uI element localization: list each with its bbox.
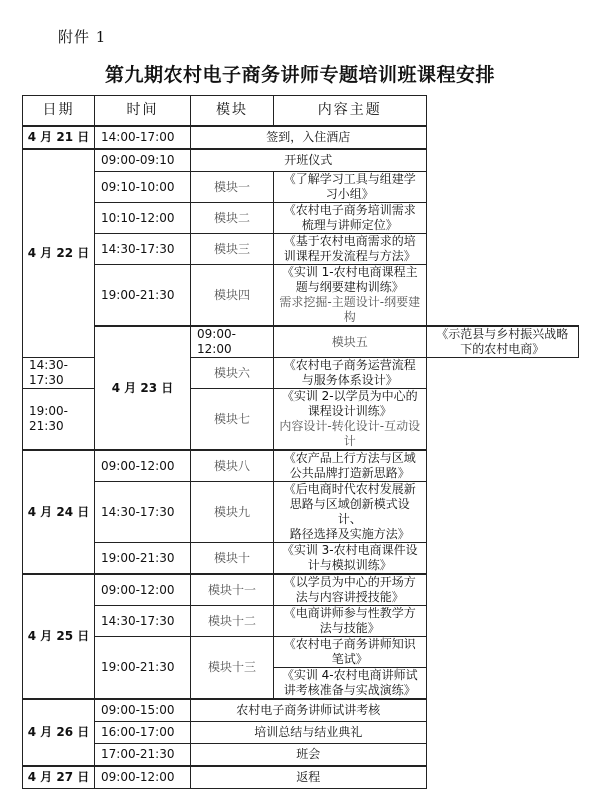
content-cell: 班会 <box>191 744 427 767</box>
time-cell: 17:00-21:30 <box>95 744 191 767</box>
time-cell: 09:10-10:00 <box>95 172 191 203</box>
content-subtitle: 内容设计-转化设计-互动设计 <box>279 419 421 448</box>
content-cell: 《电商讲师参与性教学方法与技能》 <box>274 606 427 637</box>
date-cell: 4 月 27 日 <box>23 766 95 789</box>
table-row <box>23 126 579 149</box>
header-time: 时间 <box>95 96 191 127</box>
time-cell: 19:00-21:30 <box>95 637 191 700</box>
module-cell: 模块八 <box>191 450 274 482</box>
module-cell: 模块十二 <box>191 606 274 637</box>
table-row <box>23 606 579 637</box>
attachment-label: 附件 1 <box>58 28 107 46</box>
table-row <box>23 637 579 668</box>
time-cell: 14:30-17:30 <box>95 606 191 637</box>
content-cell: 《农村电子商务讲师知识笔试》 <box>274 637 427 668</box>
content-cell: 签到，入住酒店 <box>191 126 427 149</box>
time-cell: 09:00-12:00 <box>191 326 274 358</box>
table-row <box>23 574 579 606</box>
table-row <box>23 543 579 575</box>
table-row <box>23 326 579 358</box>
time-cell: 16:00-17:00 <box>95 722 191 744</box>
content-cell: 《基于农村电商需求的培训课程开发流程与方法》 <box>274 234 427 265</box>
module-cell: 模块一 <box>191 172 274 203</box>
content-cell <box>274 482 427 543</box>
content-cell <box>274 265 427 327</box>
module-cell: 模块三 <box>191 234 274 265</box>
table-row <box>23 722 579 744</box>
content-cell: 农村电子商务讲师试讲考核 <box>191 699 427 722</box>
time-cell: 09:00-15:00 <box>95 699 191 722</box>
time-cell: 19:00-21:30 <box>23 389 95 451</box>
page-title: 第九期农村电子商务讲师专题培训班课程安排 <box>104 64 495 86</box>
date-cell: 4 月 24 日 <box>23 450 95 574</box>
content-cell: 《农村电子商务运营流程与服务体系设计》 <box>274 358 427 389</box>
content-cell: 《示范县与乡村振兴战略下的农村电商》 <box>426 326 579 358</box>
content-cell: 《实训 4-农村电商讲师试讲考核准备与实战演练》 <box>274 668 427 700</box>
time-cell: 14:00-17:00 <box>95 126 191 149</box>
date-cell: 4 月 25 日 <box>23 574 95 699</box>
table-row <box>23 699 579 722</box>
content-cell: 《农产品上行方法与区域公共品牌打造新思路》 <box>274 450 427 482</box>
time-cell: 19:00-21:30 <box>95 543 191 575</box>
time-cell: 14:30-17:30 <box>23 358 95 389</box>
time-cell: 10:10-12:00 <box>95 203 191 234</box>
table-row <box>23 234 579 265</box>
module-cell: 模块六 <box>191 358 274 389</box>
content-main: 《后电商时代农村发展新思路与区域创新模式设计、 <box>283 482 416 526</box>
time-cell: 19:00-21:30 <box>95 265 191 327</box>
table-row <box>23 766 579 789</box>
module-cell: 模块七 <box>191 389 274 451</box>
table-row <box>23 203 579 234</box>
table-header-row <box>23 96 579 127</box>
content-cell: 开班仪式 <box>191 149 427 172</box>
date-cell: 4 月 23 日 <box>95 326 191 450</box>
date-cell: 4 月 26 日 <box>23 699 95 766</box>
time-cell: 09:00-09:10 <box>95 149 191 172</box>
content-cell: 《以学员为中心的开场方法与内容讲授技能》 <box>274 574 427 606</box>
table-row <box>23 172 579 203</box>
content-line-2: 路径选择及实施方法》 <box>289 527 410 541</box>
module-cell: 模块十 <box>191 543 274 575</box>
table-row <box>23 482 579 543</box>
content-cell: 返程 <box>191 766 427 789</box>
module-cell: 模块二 <box>191 203 274 234</box>
table-row <box>23 265 579 327</box>
content-main: 《实训 1-农村电商课程主题与纲要建构训练》 <box>281 265 418 294</box>
date-cell: 4 月 22 日 <box>23 149 95 358</box>
content-subtitle: 需求挖掘-主题设计-纲要建构 <box>279 295 421 324</box>
header-module: 模块 <box>191 96 274 127</box>
time-cell: 14:30-17:30 <box>95 234 191 265</box>
content-cell: 培训总结与结业典礼 <box>191 722 427 744</box>
time-cell: 09:00-12:00 <box>95 766 191 789</box>
table-row <box>23 744 579 767</box>
time-cell: 14:30-17:30 <box>95 482 191 543</box>
table-row <box>23 450 579 482</box>
content-cell <box>274 389 427 451</box>
module-cell: 模块十一 <box>191 574 274 606</box>
header-content: 内容主题 <box>274 96 427 127</box>
content-cell: 《了解学习工具与组建学习小组》 <box>274 172 427 203</box>
module-cell: 模块九 <box>191 482 274 543</box>
table-row <box>23 149 579 172</box>
time-cell: 09:00-12:00 <box>95 574 191 606</box>
header-date: 日期 <box>23 96 95 127</box>
time-cell: 09:00-12:00 <box>95 450 191 482</box>
content-main: 《实训 2-以学员为中心的课程设计训练》 <box>281 389 418 418</box>
module-cell: 模块五 <box>274 326 427 358</box>
schedule-table <box>22 95 579 789</box>
content-cell: 《实训 3-农村电商课件设计与模拟训练》 <box>274 543 427 575</box>
module-cell: 模块四 <box>191 265 274 327</box>
module-cell: 模块十三 <box>191 637 274 700</box>
content-cell: 《农村电子商务培训需求梳理与讲师定位》 <box>274 203 427 234</box>
date-cell: 4 月 21 日 <box>23 126 95 149</box>
